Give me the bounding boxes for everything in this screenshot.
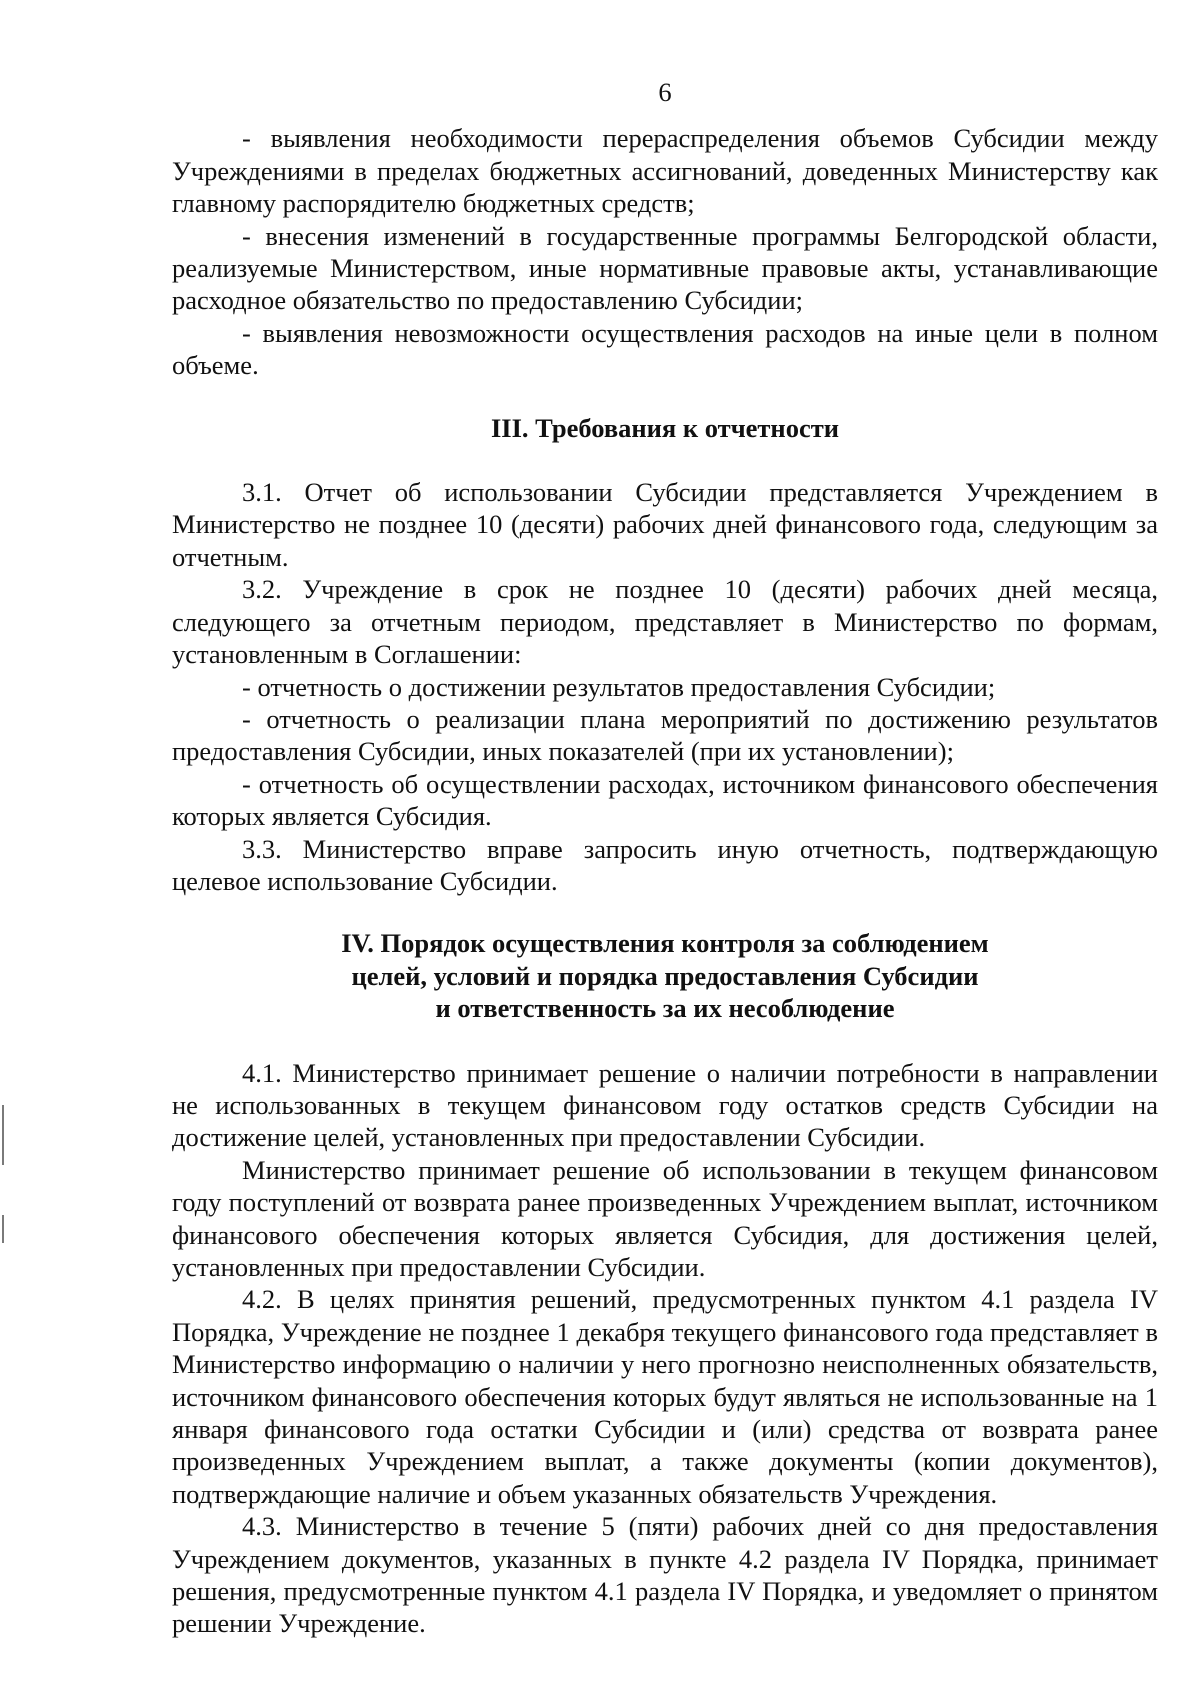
paragraph: 4.2. В целях принятия решений, предусмотренных пунктом 4.1 раздела IV Порядка, Учреждение не позднее 1 декабря текущего финансового года представляет в Министерство информацию о наличии у него прогнозно неисполненных обязательств, источником финансового обеспечения которых будут являться не использованные на 1 января финансового года остатки Субсидии и (или) средства от возврата ранее произведенных Учреждением выплат, а также документы (копии документов), подтверждающие наличие и объем указанных обязательств Учреждения. — [172, 1284, 1158, 1509]
paragraph: 4.3. Министерство в течение 5 (пяти) рабочих дней со дня предоставления Учреждением документов, указанных в пункте 4.2 раздела IV Порядка, принимает решения, предусмотренные пунктом 4.1 раздела IV Порядка, и уведомляет о принятом решении Учреждение. — [172, 1511, 1158, 1639]
list-item: - выявления необходимости перераспределения объемов Субсидии между Учреждениями в пределах бюджетных ассигнований, доведенных Министерству как главному распорядителю бюджетных средств; — [172, 123, 1158, 219]
section-3-body — [172, 476, 1158, 897]
section-4-body — [172, 1057, 1158, 1640]
section-heading-line: III. Требования к отчетности — [490, 412, 839, 443]
paragraph: 3.3. Министерство вправе запросить иную отчетность, подтверждающую целевое использование Субсидии. — [172, 833, 1158, 896]
paragraph: 3.2. Учреждение в срок не позднее 10 (десяти) рабочих дней месяца, следующего за отчетным периодом, представляет в Министерство по формам, установленным в Соглашении: — [172, 574, 1158, 670]
page-number: 6 — [658, 77, 672, 107]
section-heading-line: и ответственность за их несоблюдение — [435, 993, 895, 1024]
scan-edge-mark — [2, 1105, 4, 1165]
list-item: - отчетность о достижении результатов предоставления Субсидии; — [242, 671, 996, 702]
list-item: - внесения изменений в государственные программы Белгородской области, реализуемые Министерством, иные нормативные правовые акты, устанавливающие расходное обязательство по предоставлению Субсидии; — [172, 220, 1158, 316]
section-heading-line: целей, условий и порядка предоставления Субсидии — [351, 960, 979, 991]
paragraph: Министерство принимает решение об использовании в текущем финансовом году поступлений от возврата ранее произведенных Учреждением выплат, источником финансового обеспечения которых является Субсидия, для достижения целей, установленных при предоставлении Субсидии. — [172, 1154, 1158, 1282]
section-heading-line: IV. Порядок осуществления контроля за соблюдением — [341, 928, 989, 959]
list-item: - отчетность о реализации плана мероприятий по достижению результатов предоставления Субсидии, иных показателей (при их установлении); — [172, 703, 1158, 767]
paragraph: 3.1. Отчет об использовании Субсидии представляется Учреждением в Министерство не позднее 10 (десяти) рабочих дней финансового года, следующим за отчетным. — [172, 477, 1158, 572]
section-heading — [172, 412, 1158, 444]
section-heading — [172, 927, 1158, 1024]
scan-edge-mark — [2, 1215, 4, 1243]
list-item: - выявления невозможности осуществления расходов на иные цели в полном объеме. — [172, 317, 1158, 381]
list-item: - отчетность об осуществлении расходах, источником финансового обеспечения которых является Субсидия. — [172, 768, 1158, 832]
paragraph: 4.1. Министерство принимает решение о наличии потребности в направлении не использованных в текущем финансовом году остатков средств Субсидии на достижение целей, установленных при предоставлении Субсидии. — [172, 1057, 1158, 1153]
document-page — [172, 76, 1158, 1640]
